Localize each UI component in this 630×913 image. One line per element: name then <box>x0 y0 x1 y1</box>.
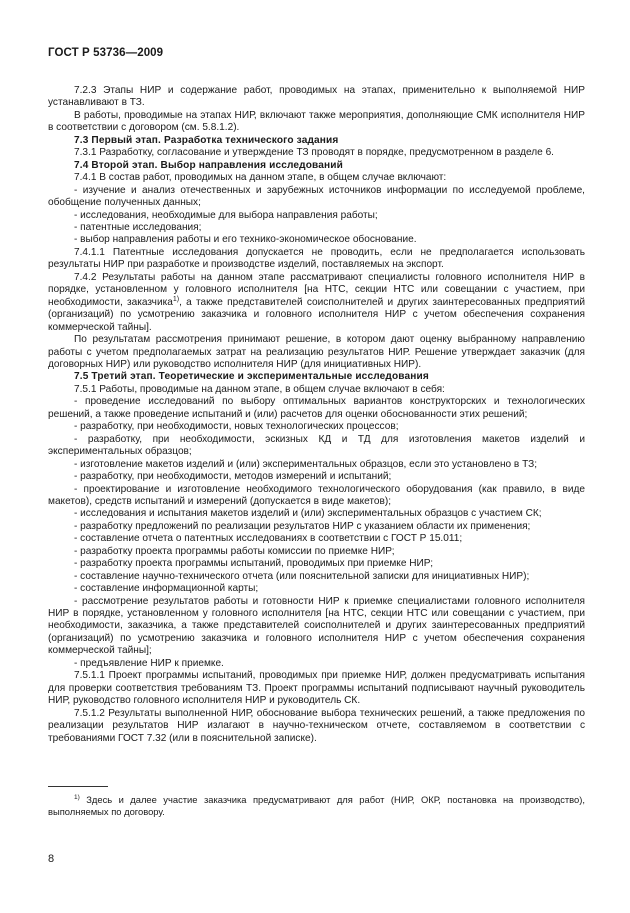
paragraph: По результатам рассмотрения принимают решение, в котором дают оценку выбранному направлению работы с учетом предполагаемых затрат на реализацию результатов НИР. Решение утверждает заказчик (для договорных НИР) или руководство исполнителя НИР (для инициативных НИР). <box>48 334 585 370</box>
paragraph-with-footnote <box>48 272 585 334</box>
paragraph-text: , а также представителей соисполнителей и других заинтересованных предприятий (организаций) по усмотрению заказчика и головного исполнителя НИР с учетом обеспечения сохранения коммерческой тайны]. <box>48 296 585 333</box>
section-heading: 7.5 Третий этап. Теоретические и экспериментальные исследования <box>74 371 429 383</box>
list-item: - предъявление НИР к приемке. <box>74 657 224 669</box>
paragraph: 7.4.1 В состав работ, проводимых на данном этапе, в общем случае включают: <box>74 172 447 184</box>
list-item: - проектирование и изготовление необходимого технологического оборудования (как правило, в виде макетов), средств испытаний и измерений (допускается в виде макетов); <box>48 483 585 507</box>
list-item: - разработку проекта программы работы комиссии по приемке НИР; <box>74 545 395 557</box>
paragraph: 7.5.1.2 Результаты выполненной НИР, обоснование выбора технических решений, а также предложения по реализации результатов НИР излагают в научно-техническом отчете, составляемом в соответствии с требованиями ГОСТ 7.32 (или в пояснительной записке). <box>48 707 585 744</box>
list-item: - составление информационной карты; <box>74 583 259 595</box>
list-item: - выбор направления работы и его технико-экономическое обоснование. <box>74 234 417 246</box>
list-item: - изучение и анализ отечественных и зарубежных источников информации по исследуемой проблеме, обобщение полученных данных; <box>48 184 585 209</box>
list-item: - составление научно-технического отчета (или пояснительной записки для инициативных НИР); <box>74 570 530 582</box>
section-heading: 7.3 Первый этап. Разработка технического задания <box>74 134 339 146</box>
page-number: 8 <box>48 853 55 865</box>
paragraph: 7.3.1 Разработку, согласование и утверждение ТЗ проводят в порядке, предусмотренном в разделе 6. <box>74 147 554 159</box>
paragraph: В работы, проводимые на этапах НИР, включают также мероприятия, дополняющие СМК исполнителя НИР в соответствии с договором (см. 5.8.1.2). <box>48 109 585 134</box>
footnote-text: Здесь и далее участие заказчика предусматривают для работ (НИР, ОКР, постановка на производство), выполняемых по договору. <box>48 794 585 817</box>
footnote-divider <box>48 786 108 787</box>
list-item: - разработку предложений по реализации результатов НИР с указанием области их применения; <box>74 520 531 532</box>
paragraph-text: 7.4.2 Результаты работы на данном этапе рассматривают специалисты головного исполнителя НИР в порядке, установленном у головного исполнителя [на НТС, секции НТС или совещании с участием, при необходимости, заказчика <box>48 271 585 308</box>
footnote-marker: 1) <box>74 794 80 801</box>
list-item: - изготовление макетов изделий и (или) экспериментальных образцов, если это установлено в ТЗ; <box>74 458 538 470</box>
paragraph: 7.5.1.1 Проект программы испытаний, проводимых при приемке НИР, должен предусматривать испытания для проверки соответствия требованиям ТЗ. Проект программы испытаний подписывают научный руководитель НИР, руководство головного исполнителя НИР и руководитель СК. <box>48 670 585 707</box>
footnote-reference: 1) <box>172 295 180 303</box>
paragraph: 7.4.1.1 Патентные исследования допускается не проводить, если не предполагается использовать результаты НИР при разработке и производстве изделий, поставляемых на экспорт. <box>48 246 585 271</box>
list-item: - исследования и испытания макетов изделий и (или) экспериментальных образцов с участием СК; <box>74 508 542 520</box>
document-body <box>48 80 585 745</box>
list-item: - разработку, при необходимости, новых технологических процессов; <box>74 421 399 433</box>
list-item: - составление отчета о патентных исследованиях в соответствии с ГОСТ Р 15.011; <box>74 533 463 545</box>
list-item: - разработку проекта программы испытаний, проводимых при приемке НИР; <box>74 558 434 570</box>
document-header: ГОСТ Р 53736—2009 <box>48 47 164 59</box>
paragraph: 7.2.3 Этапы НИР и содержание работ, проводимых на этапах, применительно к выполняемой НИР устанавливают в ТЗ. <box>48 85 585 109</box>
list-item: - рассмотрение результатов работы и готовности НИР к приемке специалистами головного исполнителя НИР в порядке, установленном у головного исполнителя [на НТС, секции НТС или совещании с участием, при необходимости, заказчика, а также представителей соисполнителей и других заинтересованных предприятий (организаций) по усмотрению заказчика и головного исполнителя НИР с учетом обеспечения сохранения коммерческой тайны]; <box>48 595 585 657</box>
list-item: - исследования, необходимые для выбора направления работы; <box>74 209 378 221</box>
paragraph: 7.5.1 Работы, проводимые на данном этапе, в общем случае включают в себя: <box>74 383 445 395</box>
list-item: - проведение исследований по выбору оптимальных вариантов конструкторских и технологических решений, а также проведение испытаний и (или) расчетов для оценки обоснованности этих решений; <box>48 396 585 420</box>
footnote <box>48 794 585 818</box>
section-heading: 7.4 Второй этап. Выбор направления исследований <box>74 159 343 171</box>
list-item: - разработку, при необходимости, эскизных КД и ТД для изготовления макетов изделий и экспериментальных образцов; <box>48 433 585 458</box>
list-item: - патентные исследования; <box>74 221 202 233</box>
list-item: - разработку, при необходимости, методов измерений и испытаний; <box>74 471 392 483</box>
